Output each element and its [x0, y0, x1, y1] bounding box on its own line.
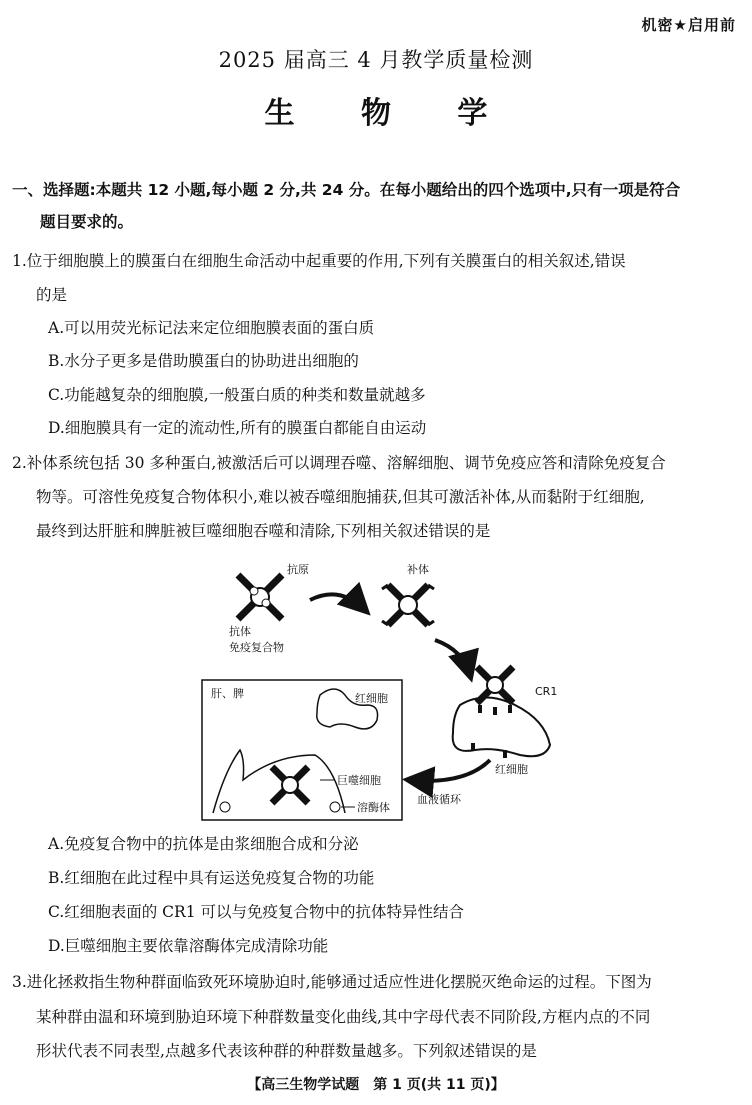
- q1-option-a: A.可以用荧光标记法来定位细胞膜表面的蛋白质: [48, 319, 375, 337]
- label-antigen: 抗原: [287, 563, 309, 576]
- section-instruction-line1: 一、选择题:本题共 12 小题,每小题 2 分,共 24 分。在每小题给出的四个选项中,只有一项是符合: [12, 181, 681, 199]
- red-blood-cell-shape: [453, 698, 550, 757]
- q2-stem-line1: 2.补体系统包括 30 多种蛋白,被激活后可以调理吞噬、溶解细胞、调节免疫应答和清除免疫复合: [12, 454, 666, 472]
- immune-complex-icon-4: [272, 767, 308, 803]
- lysosome-icon-2: [330, 802, 340, 812]
- q1-option-c: C.功能越复杂的细胞膜,一般蛋白质的种类和数量就越多: [48, 386, 426, 404]
- immune-complex-clearance-figure: [195, 555, 575, 825]
- q2-option-b: B.红细胞在此过程中具有运送免疫复合物的功能: [48, 869, 375, 887]
- label-lysosome: 溶酶体: [357, 801, 390, 814]
- subject-title: 生 物 学: [264, 96, 516, 131]
- exam-title: 2025 届高三 4 月教学质量检测: [218, 48, 534, 72]
- q1-stem-line2: 的是: [36, 286, 68, 304]
- q3-stem-line3: 形状代表不同表型,点越多代表该种群的种群数量越多。下列叙述错误的是: [36, 1042, 537, 1060]
- q1-option-b: B.水分子更多是借助膜蛋白的协助进出细胞的: [48, 352, 359, 370]
- page-footer: 【高三生物学试题 第 1 页(共 11 页)】: [247, 1077, 505, 1093]
- immune-complex-icon-1: [238, 575, 282, 619]
- label-complement: 补体: [407, 563, 429, 576]
- q2-option-d: D.巨噬细胞主要依靠溶酶体完成清除功能: [48, 937, 329, 955]
- arrow-activation: [310, 594, 365, 610]
- q3-stem-line1: 3.进化拯救指生物种群面临致死环境胁迫时,能够通过适应性进化摆脱灭绝命运的过程。下图为: [12, 973, 652, 991]
- q1-option-d: D.细胞膜具有一定的流动性,所有的膜蛋白都能自由运动: [48, 419, 427, 437]
- label-blood-circulation: 血液循环: [417, 793, 461, 806]
- arrow-binding: [435, 640, 470, 675]
- label-macrophage: 巨噬细胞: [337, 774, 381, 787]
- label-rbc: 红细胞: [495, 763, 528, 776]
- immune-complex-icon-2: [382, 585, 434, 625]
- label-rbc-in-box: 红细胞: [355, 692, 388, 705]
- q2-option-c: C.红细胞表面的 CR1 可以与免疫复合物中的抗体特异性结合: [48, 903, 464, 921]
- q2-option-a: A.免疫复合物中的抗体是由浆细胞合成和分泌: [48, 835, 359, 853]
- q2-stem-line3: 最终到达肝脏和脾脏被巨噬细胞吞噬和清除,下列相关叙述错误的是: [36, 522, 491, 540]
- q2-stem-line2: 物等。可溶性免疫复合物体积小,难以被吞噬细胞捕获,但其可激活补体,从而黏附于红细胞,: [36, 488, 645, 506]
- macrophage-shape: [213, 750, 345, 813]
- label-cr1: CR1: [535, 685, 558, 698]
- section-instruction-line2: 题目要求的。: [40, 213, 134, 231]
- q3-stem-line2: 某种群由温和环境到胁迫环境下种群数量变化曲线,其中字母代表不同阶段,方框内点的不同: [36, 1008, 651, 1026]
- q1-stem-line1: 1.位于细胞膜上的膜蛋白在细胞生命活动中起重要的作用,下列有关膜蛋白的相关叙述,错误: [12, 252, 626, 270]
- label-antibody: 抗体: [229, 625, 251, 638]
- confidential-label: 机密★启用前: [641, 16, 736, 34]
- label-immune-complex: 免疫复合物: [229, 641, 284, 654]
- label-liver-spleen: 肝、脾: [211, 687, 244, 700]
- lysosome-icon-1: [220, 802, 230, 812]
- arrow-blood-circulation: [410, 760, 490, 781]
